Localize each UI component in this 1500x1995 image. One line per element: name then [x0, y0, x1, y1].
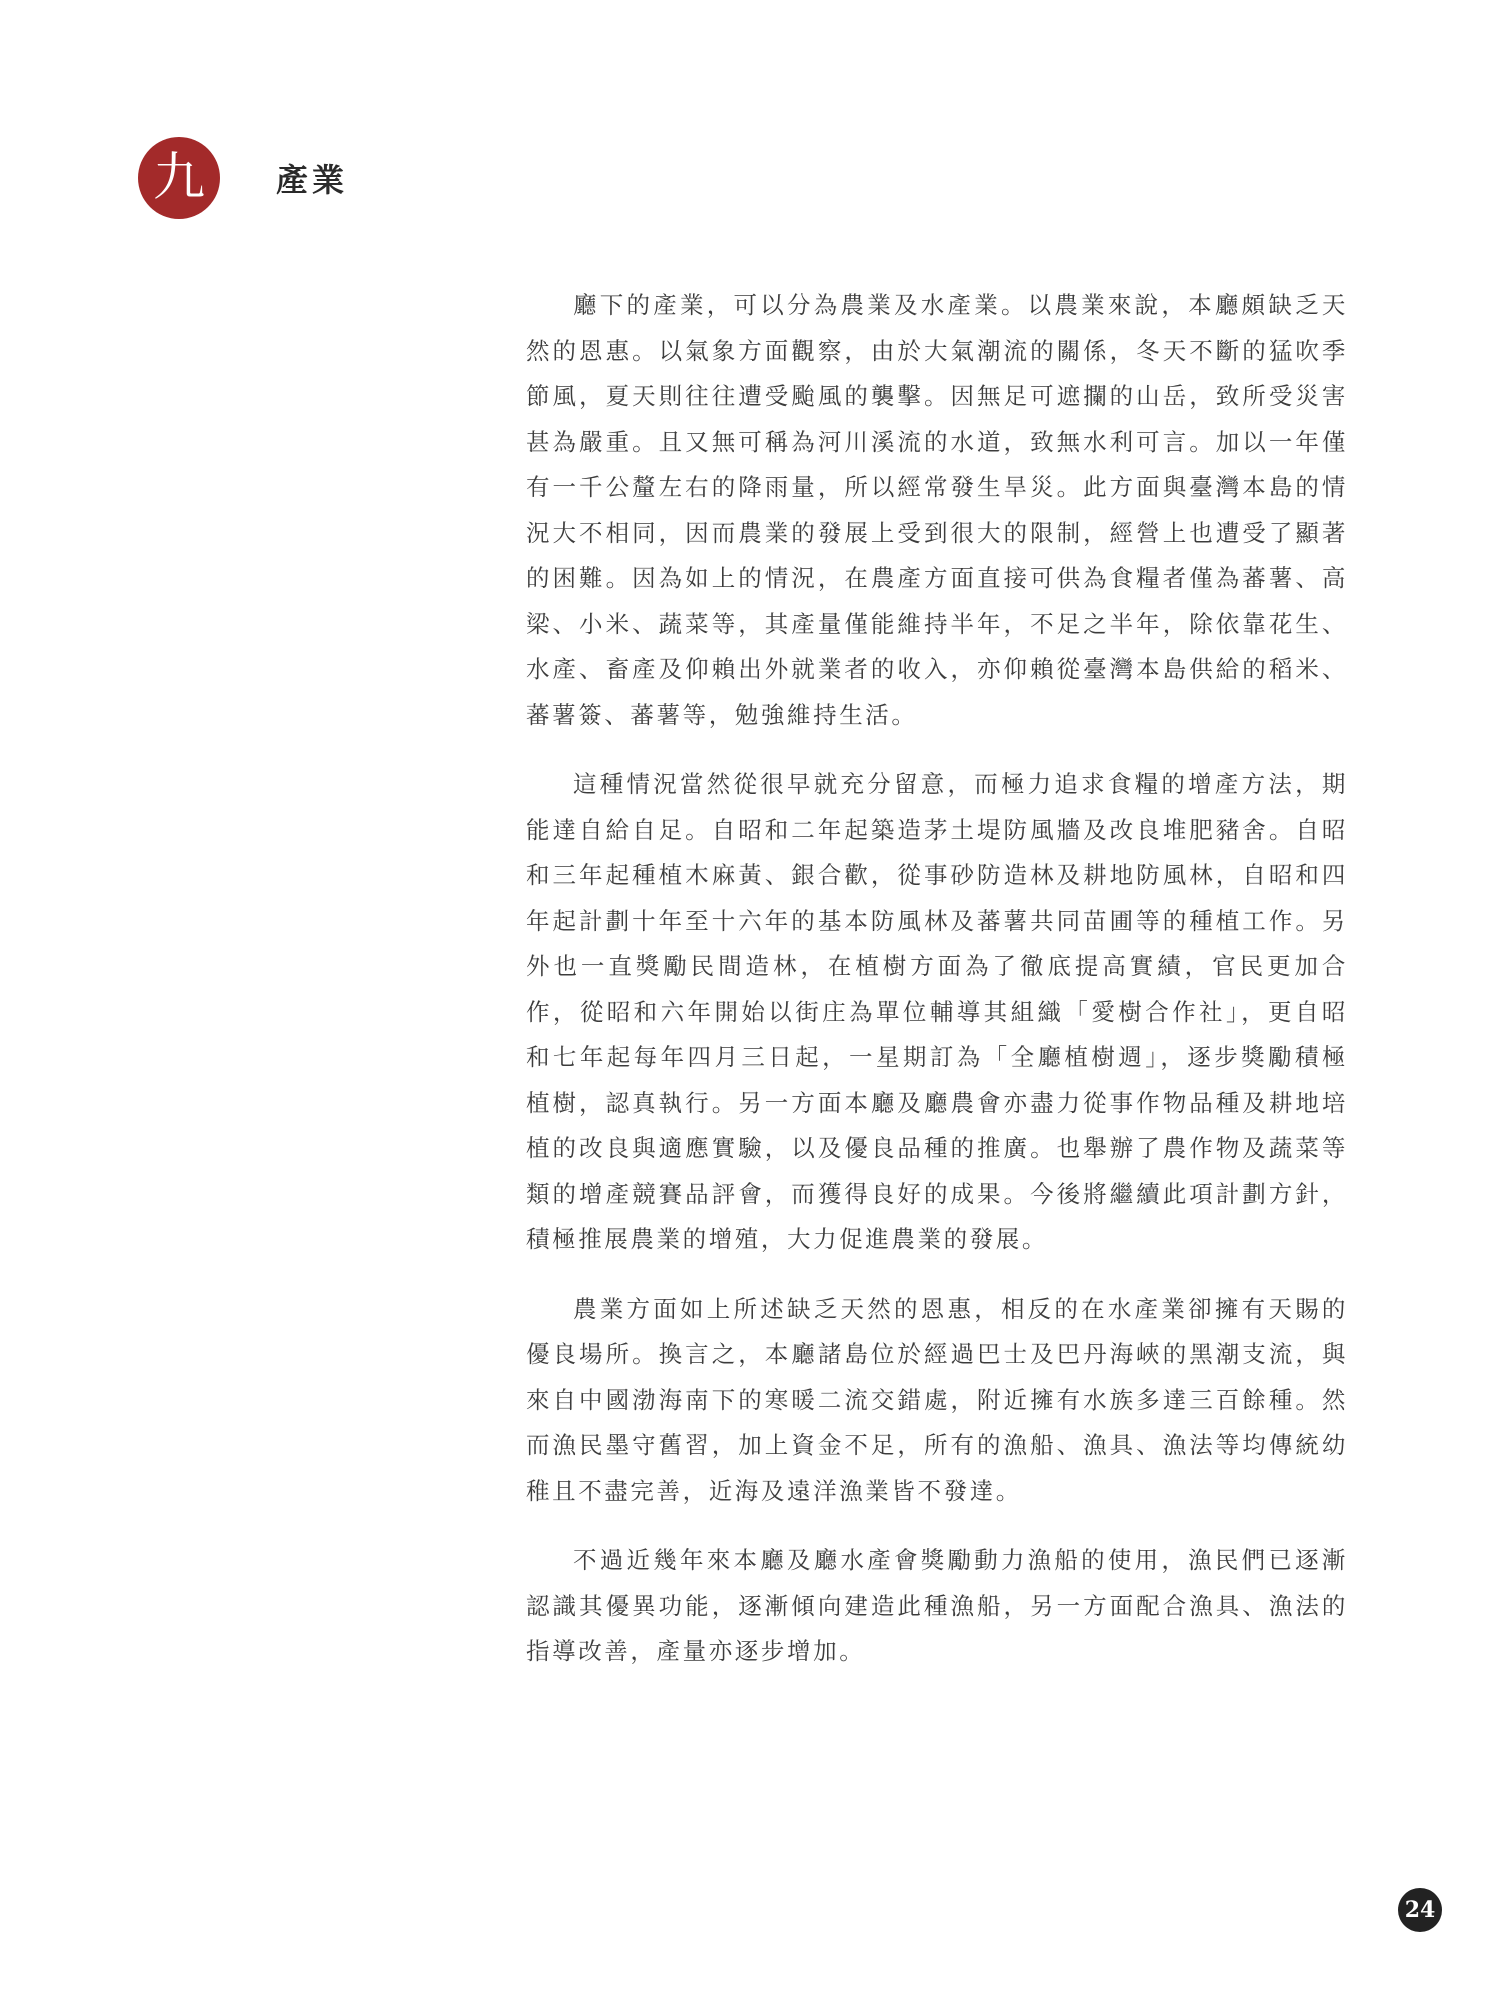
paragraph-agriculture-overview: 廳下的產業，可以分為農業及水產業。以農業來說，本廳頗缺乏天然的恩惠。以氣象方面觀察，由於大氣潮流的關係，冬天不斷的猛吹季節風，夏天則往往遭受颱風的襲擊。因無足可遮攔的山岳，致所受災害甚為嚴重。且又無可稱為河川溪流的水道，致無水利可言。加以一年僅有一千公釐左右的降雨量，所以經常發生旱災。此方面與臺灣本島的情況大不相同，因而農業的發展上受到很大的限制，經營上也遭受了顯著的困難。因為如上的情況，在農產方面直接可供為食糧者僅為蕃薯、高梁、小米、蔬菜等，其產量僅能維持半年，不足之半年，除依靠花生、水產、畜產及仰賴出外就業者的收入，亦仰賴從臺灣本島供給的稻米、蕃薯簽、蕃薯等，勉強維持生活。: [526, 291, 1348, 729]
chapter-title: 產業: [276, 161, 349, 199]
paragraph-food-production-measures: 這種情況當然從很早就充分留意，而極力追求食糧的增產方法，期能達自給自足。自昭和二年起築造茅土堤防風牆及改良堆肥豬舍。自昭和三年起種植木麻黃、銀合歡，從事砂防造林及耕地防風林，自昭和四年起計劃十年至十六年的基本防風林及蕃薯共同苗圃等的種植工作。另外也一直獎勵民間造林，在植樹方面為了徹底提高實績，官民更加合作，從昭和六年開始以街庄為單位輔導其組織「愛樹合作社」，更自昭和七年起每年四月三日起，一星期訂為「全廳植樹週」，逐步獎勵積極植樹，認真執行。另一方面本廳及廳農會亦盡力從事作物品種及耕地培植的改良與適應實驗，以及優良品種的推廣。也舉辦了農作物及蔬菜等類的增產競賽品評會，而獲得良好的成果。今後將繼續此項計劃方針，積極推展農業的增殖，大力促進農業的發展。: [526, 770, 1348, 1253]
page-number-badge: 24: [1398, 1888, 1442, 1932]
paragraph-motorized-fishing: 不過近幾年來本廳及廳水產會獎勵動力漁船的使用，漁民們已逐漸認識其優異功能，逐漸傾向建造此種漁船，另一方面配合漁具、漁法的指導改善，產量亦逐步增加。: [526, 1546, 1348, 1665]
body-text: [526, 283, 1348, 1699]
chapter-number-badge: 九: [138, 137, 220, 219]
paragraph-fisheries-overview: 農業方面如上所述缺乏天然的恩惠，相反的在水產業卻擁有天賜的優良場所。換言之，本廳諸島位於經過巴士及巴丹海峽的黑潮支流，與來自中國渤海南下的寒暖二流交錯處，附近擁有水族多達三百餘種。然而漁民墨守舊習，加上資金不足，所有的漁船、漁具、漁法等均傳統幼稚且不盡完善，近海及遠洋漁業皆不發達。: [526, 1294, 1348, 1505]
